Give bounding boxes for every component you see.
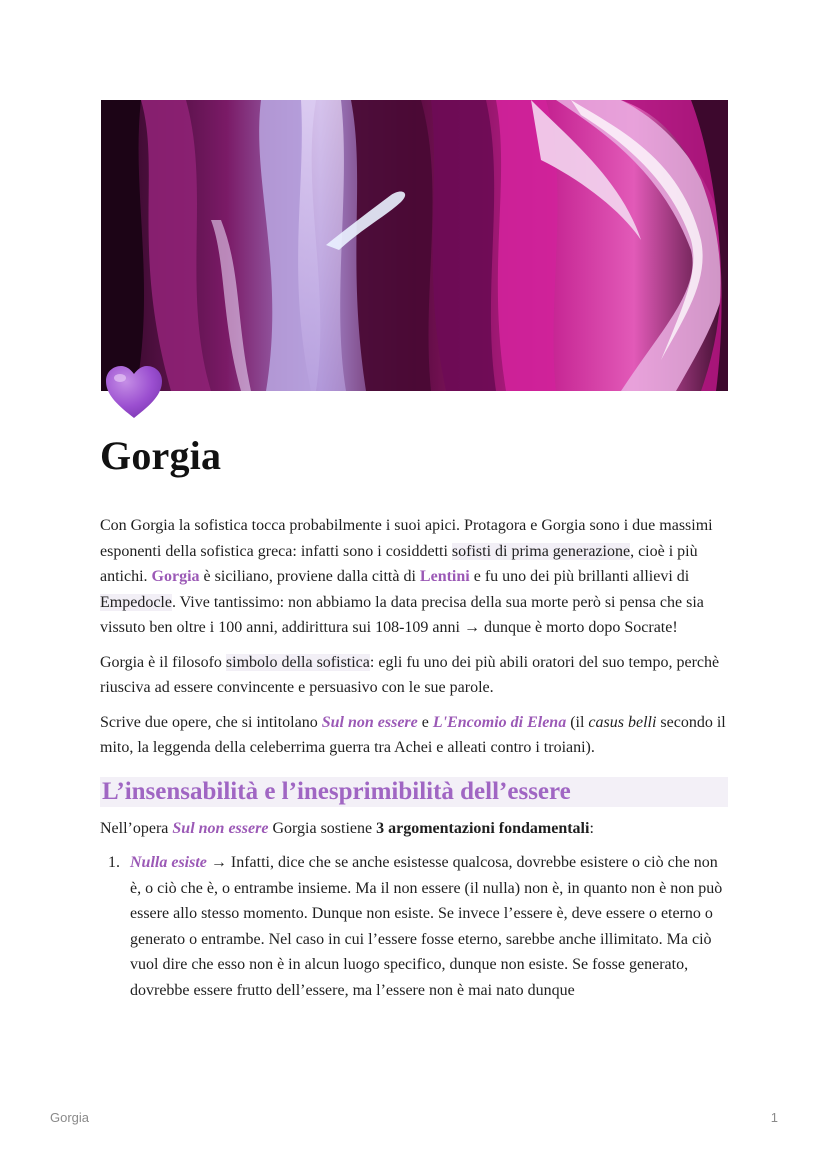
work-sul-non-essere-ref: Sul non essere [172,819,269,837]
intro-paragraph-2: Gorgia è il filosofo simbolo della sofistica: egli fu uno dei più abili oratori del suo tempo, perchè riusciva ad essere convincente e persuasivo con le sue parole. [100,653,720,696]
highlight-empedocle: Empedocle [100,593,172,611]
purple-heart-icon [104,364,164,420]
argument-text: → Infatti, dice che se anche esistesse qualcosa, dovrebbe esistere o ciò che non è, o ciò che è, o entrambe insieme. Ma il non essere (il nulla) non è, in quanto non è non può essere allo stesso momento. Dunque non esiste. Se invece l’essere è, deve essere o eterno o generato o entrambe. Nel caso in cui l’essere fosse eterno, sarebbe anche illimitato. Ma ciò vuol dire che esso non è in alcun luogo specifico, dunque non esiste. Se fosse generato, dovrebbe essere frutto dell’essere, ma l’essere non è mai nato dunque [130,854,723,999]
footer-page-number: 1 [770,1110,778,1125]
name-gorgia: Gorgia [151,568,200,585]
list-item-number: 1. [108,854,120,871]
list-item [100,850,728,1003]
section-heading: L’insensabilità e l’inesprimibilità dell’essere [100,777,728,807]
work-encomio-di-elena: L'Encomio di Elena [432,713,567,731]
casus-belli: casus belli [588,713,657,731]
highlight-simbolo: simbolo della sofistica [225,653,370,671]
document-body [100,513,728,1003]
work-sul-non-essere: Sul non essere [321,713,418,731]
highlight-first-generation: sofisti di prima generazione [451,542,631,560]
argument-title: Nulla esiste [130,854,207,871]
page-title: Gorgia [100,433,222,478]
footer-doc-name: Gorgia [50,1110,90,1125]
cover-marble-art [101,100,728,391]
bold-argomentazioni: 3 argomentazioni fondamentali [376,819,590,837]
cover-image [101,100,728,391]
section-lead: Nell’opera Sul non essere Gorgia sostiene 3 argomentazioni fondamentali: [100,819,594,837]
arguments-list [100,850,728,1003]
intro-paragraph-3: Scrive due opere, che si intitolano Sul non essere e L'Encomio di Elena (il casus belli secondo il mito, la leggenda della celeberrima guerra tra Achei e alleati contro i troiani). [100,713,726,756]
city-lentini: Lentini [419,568,470,585]
intro-paragraph-1: Con Gorgia la sofistica tocca probabilmente i suoi apici. Protagora e Gorgia sono i due massimi esponenti della sofistica greca: infatti sono i cosiddetti sofisti di prima generazione, cioè i più antichi. Gorgia è siciliano, proviene dalla città di Lentini e fu uno dei più brillanti allievi di Empedocle. Vive tantissimo: non abbiamo la data precisa della sua morte però si pensa che sia vissuto ben oltre i 100 anni, addirittura sui 108-109 anni → dunque è morto dopo Socrate! [100,517,713,636]
